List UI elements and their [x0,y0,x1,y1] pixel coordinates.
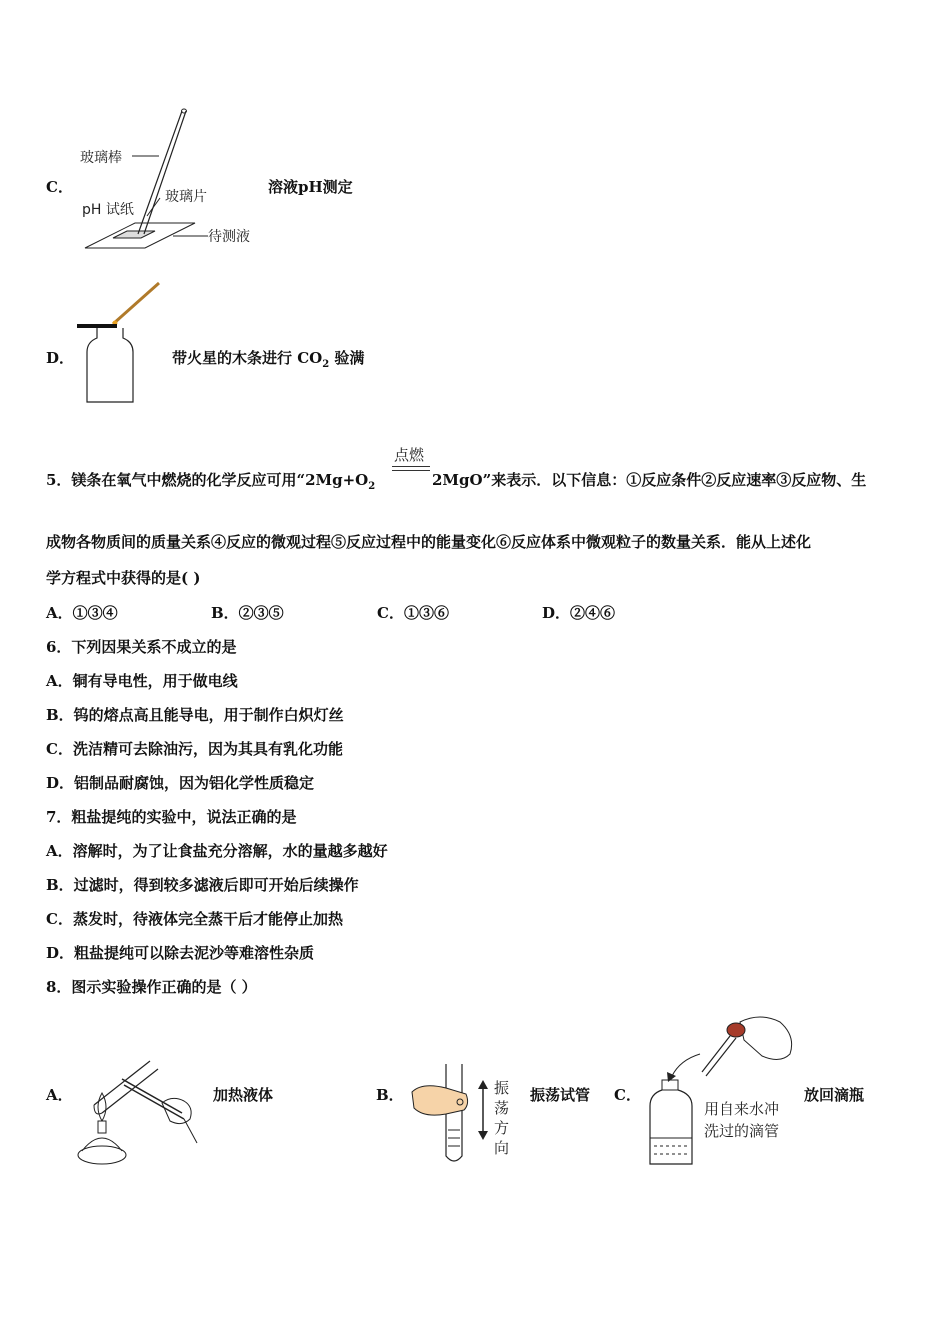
shake-direction-label: 振 荡 方 向 [494,1079,510,1157]
q8-stem: 8．图示实验操作正确的是（ ） [46,978,257,996]
q7-option-a: A．溶解时，为了让食盐充分溶解，水的量越多越好 [46,842,388,860]
option-d-letter: D． [46,349,75,367]
dropper-note-line1: 用自来水冲 [704,1100,780,1118]
reaction-condition: 点燃 [394,446,425,464]
q5-stem-line3: 学方程式中获得的是( ) [46,569,201,587]
shaking-test-tube-diagram [408,1060,478,1170]
test-liquid-label: 待测液 [208,229,250,245]
q6-option-c: C．洗洁精可去除油污，因为其具有乳化功能 [46,740,343,758]
q5-stem-product: 2MgO”来表示．以下信息：①反应条件②反应速率③反应物、生 [432,471,867,489]
q8-option-a-letter: A． [46,1086,73,1104]
up-down-arrow-icon [477,1080,489,1140]
q8-option-b-caption: 振荡试管 [530,1086,591,1104]
q5-option-d: D．②④⑥ [542,604,616,622]
q8-option-b-letter: B． [376,1086,404,1104]
q8-option-c-letter: C． [614,1086,641,1104]
option-c-caption: 溶液pH测定 [268,178,353,196]
q8-option-c-caption: 放回滴瓶 [804,1086,865,1104]
gas-bottle-splint-diagram [75,280,175,410]
q5-option-b: B．②③⑤ [211,604,284,622]
option-c-letter: C． [46,178,73,196]
q7-option-c: C．蒸发时，待液体完全蒸干后才能停止加热 [46,910,343,928]
glass-rod-label: 玻璃棒 [80,150,122,166]
ph-paper-label: pH 试纸 [82,202,134,218]
option-d-caption: 带火星的木条进行 $CO_2$ 验满 [172,349,365,370]
q6-stem: 6．下列因果关系不成立的是 [46,638,237,656]
q6-option-b: B．钨的熔点高且能导电，用于制作白炽灯丝 [46,706,344,724]
q6-option-a: A．铜有导电性，用于做电线 [46,672,238,690]
q5-stem-line2: 成物各物质间的质量关系④反应的微观过程⑤反应过程中的能量变化⑥反应体系中微观粒子的数量关系．能从上述化 [46,533,812,551]
q6-option-d: D．铝制品耐腐蚀，因为铝化学性质稳定 [46,774,315,792]
q7-stem: 7．粗盐提纯的实验中，说法正确的是 [46,808,297,826]
q5-option-c: C．①③⑥ [377,604,449,622]
q7-option-d: D．粗盐提纯可以除去泥沙等难溶性杂质 [46,944,315,962]
glass-plate-label: 玻璃片 [165,189,207,205]
dropper-bottle-diagram [640,1008,810,1168]
q5-option-a: A．①③④ [46,604,118,622]
heating-liquid-diagram [72,1055,202,1170]
q5-stem-line1: 5．镁条在氧气中燃烧的化学反应可用“$2Mg+O_2$ [46,471,376,492]
q8-option-a-caption: 加热液体 [213,1086,274,1104]
reaction-equals-sign [392,466,430,471]
dropper-note-line2: 洗过的滴管 [704,1122,780,1140]
q7-option-b: B．过滤时，得到较多滤液后即可开始后续操作 [46,876,359,894]
